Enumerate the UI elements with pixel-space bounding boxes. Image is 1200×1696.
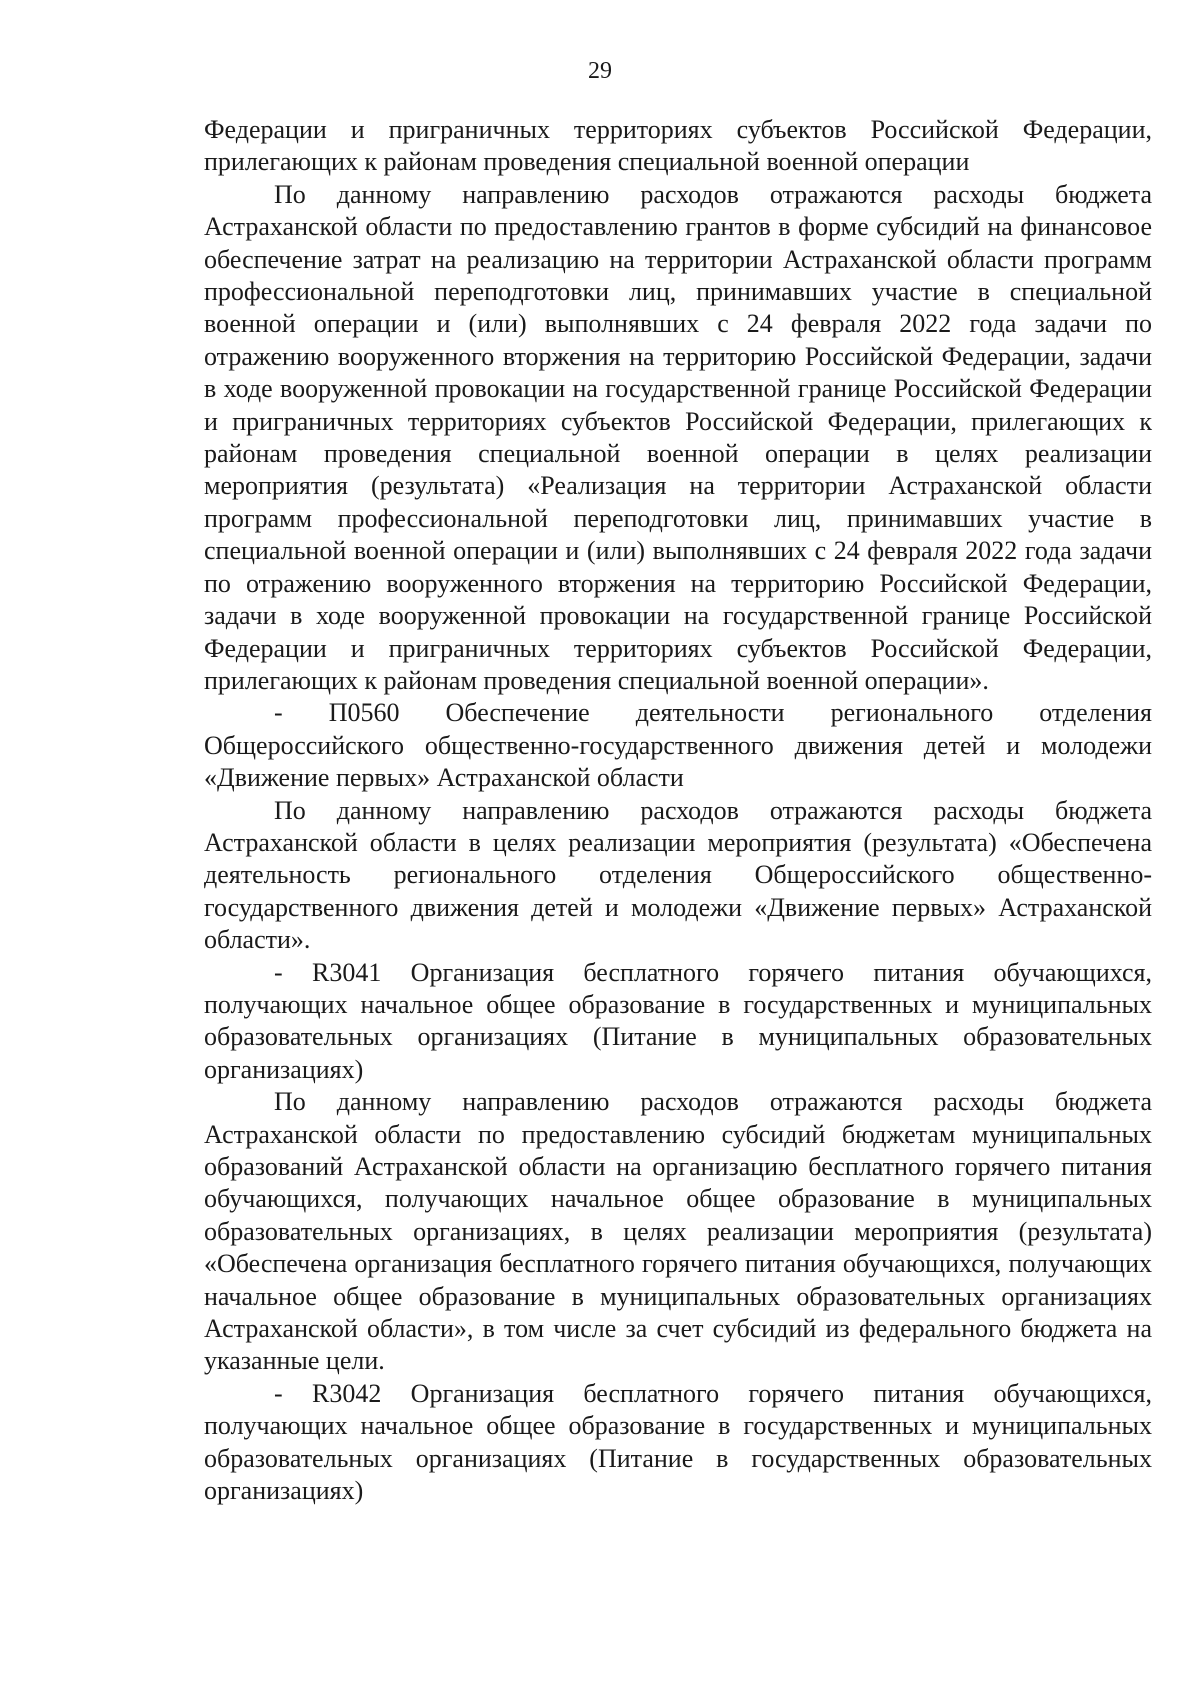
paragraph: - R3041 Организация бесплатного горячего питания обучающихся, получающих начальное общее образование в государственных и муниципальных образовательных организациях (Питание в муниципальных образовательных организациях) <box>204 957 1152 1084</box>
paragraph: По данному направлению расходов отражаются расходы бюджета Астраханской области по предоставлению субсидий бюджетам муниципальных образований Астраханской области на организацию бесплатного горячего питания обучающихся, получающих начальное общее образование в муниципальных образовательных организациях, в целях реализации мероприятия (результата) «Обеспечена организация бесплатного горячего питания обучающихся, получающих начальное общее образование в муниципальных образовательных организациях Астраханской области», в том числе за счет субсидий из федерального бюджета на указанные цели. <box>204 1087 1152 1376</box>
page-number: 29 <box>588 58 612 84</box>
document-body <box>204 114 1152 1507</box>
paragraph: Федерации и приграничных территориях субъектов Российской Федерации, прилегающих к районам проведения специальной военной операции <box>204 115 1152 177</box>
paragraph: - П0560 Обеспечение деятельности регионального отделения Общероссийского общественно-государственного движения детей и молодежи «Движение первых» Астраханской области <box>204 698 1152 793</box>
paragraph: - R3042 Организация бесплатного горячего питания обучающихся, получающих начальное общее образование в государственных и муниципальных образовательных организациях (Питание в государственных образовательных организациях) <box>204 1378 1152 1506</box>
paragraph: По данному направлению расходов отражаются расходы бюджета Астраханской области в целях реализации мероприятия (результата) «Обеспечена деятельность регионального отделения Общероссийского общественно-государственного движения детей и молодежи «Движение первых» Астраханской области». <box>204 795 1152 955</box>
paragraph: По данному направлению расходов отражаются расходы бюджета Астраханской области по предоставлению грантов в форме субсидий на финансовое обеспечение затрат на реализацию на территории Астраханской области программ профессиональной переподготовки лиц, принимавших участие в специальной военной операции и (или) выполнявших с 24 февраля 2022 года задачи по отражению вооруженного вторжения на территорию Российской Федерации, задачи в ходе вооруженной провокации на государственной границе Российской Федерации и приграничных территориях субъектов Российской Федерации, прилегающих к районам проведения специальной военной операции в целях реализации мероприятия (результата) «Реализация на территории Астраханской области программ профессиональной переподготовки лиц, принимавших участие в специальной военной операции и (или) выполнявших с 24 февраля 2022 года задачи по отражению вооруженного вторжения на территорию Российской Федерации, задачи в ходе вооруженной провокации на государственной границе Российской Федерации и приграничных территориях субъектов Российской Федерации, прилегающих к районам проведения специальной военной операции». <box>204 179 1152 695</box>
